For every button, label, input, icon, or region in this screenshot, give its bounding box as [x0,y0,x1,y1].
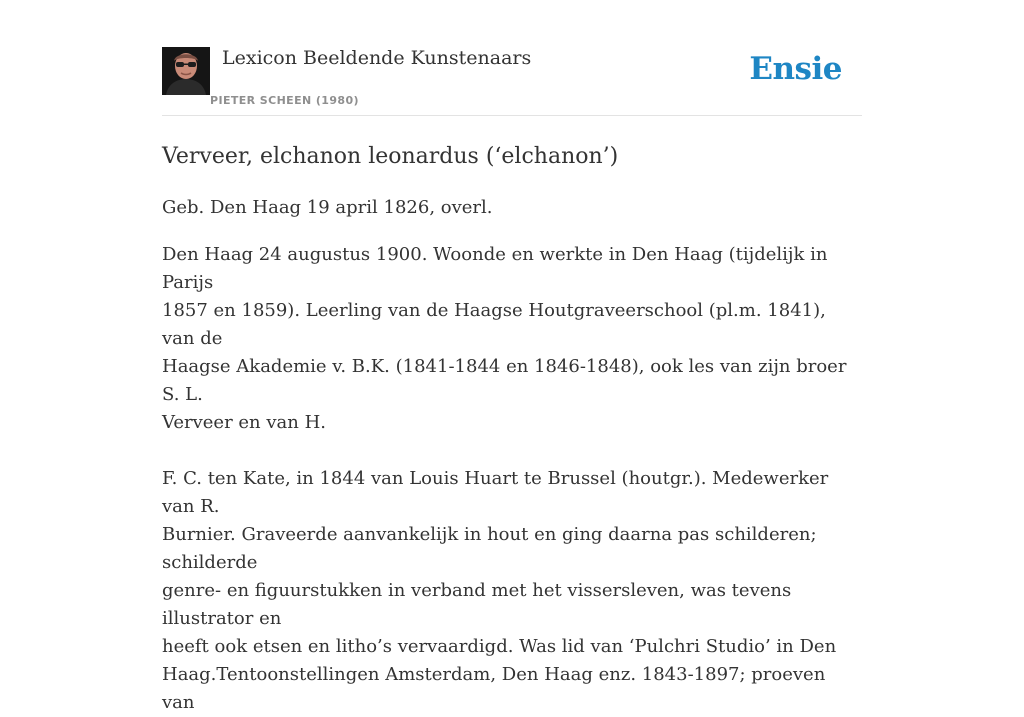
author-name[interactable]: PIETER SCHEEN (1980) [210,94,359,107]
article-intro: Geb. Den Haag 19 april 1826, overl. [162,197,493,218]
ensie-logo[interactable]: Ensie [749,51,842,87]
author-portrait-icon [162,47,210,95]
article-title: Verveer, elchanon leonardus (‘elchanon’) [162,144,619,169]
author-avatar[interactable] [162,47,210,95]
source-title[interactable]: Lexicon Beeldende Kunstenaars [222,47,532,69]
article-body: Den Haag 24 augustus 1900. Woonde en werkte in Den Haag (tijdelijk in Parijs 1857 en 1859). Leerling van de Haagse Houtgraveerschool (pl.m. 1841), van de Haagse Akademie v. B.K. (1841-1844 en 1846-1848), ook les van zijn broer S. L. Verveer en van H. F. C. ten Kate, in 1844 van Louis Huart te Brussel (houtgr.). Medewerker van R. Burnier. Graveerde aanvankelijk in hout en ging daarna pas schilderen; schilderde genre- en figuurstukken in verband met het vissersleven, was tevens illustrator en heeft ook etsen en litho’s vervaardigd. Was lid van ‘Pulchri Studio’ in Den Haag.Tentoonstellingen Amsterdam, Den Haag enz. 1843-1897; proeven van [162,244,847,713]
header [162,46,862,116]
article-container [162,46,862,717]
